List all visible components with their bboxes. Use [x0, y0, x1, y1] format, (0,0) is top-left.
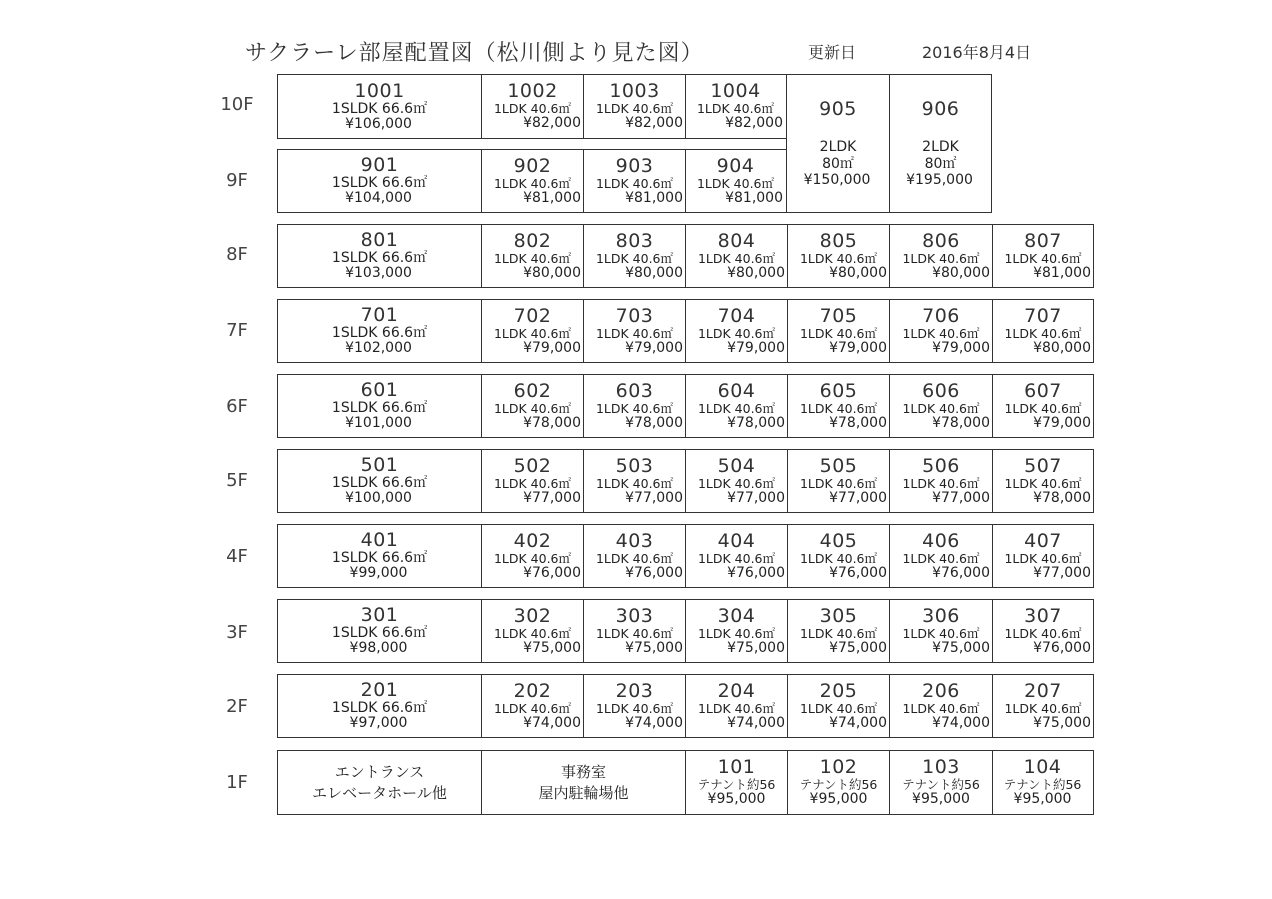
- room-rent: ¥195,000: [906, 171, 973, 188]
- room-type: 1LDK 40.6㎡: [595, 625, 674, 641]
- room-rent: ¥76,000: [932, 564, 990, 581]
- room-number: 102: [819, 756, 858, 779]
- entrance-area: [278, 751, 481, 814]
- room-number: 903: [615, 154, 654, 177]
- room-102[interactable]: [787, 751, 889, 814]
- room-type: 1SLDK 66.6㎡: [331, 475, 428, 492]
- room-rent: ¥99,000: [349, 565, 408, 582]
- floor-label-3f: 3F: [226, 622, 248, 643]
- room-number: 902: [513, 154, 552, 177]
- room-807[interactable]: [992, 225, 1093, 287]
- room-304[interactable]: [685, 600, 787, 662]
- room-704[interactable]: [685, 300, 787, 362]
- room-area: 80㎡: [822, 156, 854, 173]
- room-403[interactable]: [583, 525, 685, 587]
- room-number: 303: [615, 604, 654, 627]
- room-number: 702: [513, 304, 552, 327]
- room-203[interactable]: [583, 675, 685, 737]
- room-1002[interactable]: [481, 75, 583, 138]
- room-number: 305: [819, 604, 858, 627]
- room-204[interactable]: [685, 675, 787, 737]
- room-101[interactable]: [685, 751, 787, 814]
- room-type: 1LDK 40.6㎡: [1004, 325, 1082, 341]
- room-307[interactable]: [992, 600, 1093, 662]
- room-type: 1LDK 40.6㎡: [799, 400, 878, 416]
- room-rent: ¥80,000: [829, 264, 887, 281]
- room-301[interactable]: [278, 600, 481, 662]
- office-label: 事務室: [560, 763, 606, 782]
- room-rent: ¥77,000: [727, 489, 785, 506]
- room-number: 905: [819, 97, 857, 120]
- room-207[interactable]: [992, 675, 1093, 737]
- room-number: 605: [819, 379, 858, 402]
- room-number: 801: [360, 229, 399, 252]
- room-rent: ¥78,000: [1033, 489, 1091, 506]
- room-number: 104: [1023, 756, 1062, 779]
- room-number: 503: [615, 454, 654, 477]
- room-type: 1LDK 40.6㎡: [595, 550, 674, 566]
- room-rent: ¥77,000: [523, 489, 581, 506]
- room-number: 402: [513, 529, 552, 552]
- page-title: サクラーレ部屋配置図（松川側より見た図）: [245, 41, 704, 66]
- room-number: 803: [615, 229, 654, 252]
- room-705[interactable]: [787, 300, 889, 362]
- room-506[interactable]: [889, 450, 992, 512]
- room-number: 205: [819, 679, 858, 702]
- room-number: 406: [922, 529, 960, 552]
- room-rent: ¥82,000: [523, 115, 581, 132]
- room-area: 80㎡: [924, 156, 957, 173]
- room-number: 805: [819, 229, 858, 252]
- room-rent: ¥75,000: [727, 639, 785, 656]
- room-type: 1LDK 40.6㎡: [493, 175, 572, 191]
- room-607[interactable]: [992, 375, 1093, 437]
- room-rent: ¥76,000: [727, 564, 785, 581]
- room-number: 1004: [710, 80, 761, 103]
- room-405[interactable]: [787, 525, 889, 587]
- room-504[interactable]: [685, 450, 787, 512]
- room-type: 1LDK 40.6㎡: [493, 700, 572, 716]
- floor-6f-row: [277, 374, 1094, 438]
- floor-2f-row: [277, 674, 1094, 738]
- room-type: 1SLDK 66.6㎡: [331, 175, 428, 192]
- room-104[interactable]: [992, 751, 1092, 814]
- room-type: 1LDK 40.6㎡: [799, 550, 878, 566]
- room-rent: ¥77,000: [1033, 564, 1091, 581]
- room-number: 706: [922, 304, 960, 327]
- room-type: テナント約56: [902, 777, 980, 793]
- floor-label-7f: 7F: [226, 320, 248, 341]
- room-number: 804: [717, 229, 756, 252]
- room-rent: ¥76,000: [625, 564, 683, 581]
- floor-8f-row: [277, 224, 1094, 288]
- room-206[interactable]: [889, 675, 992, 737]
- room-806[interactable]: [889, 225, 992, 287]
- room-906[interactable]: [889, 75, 991, 212]
- entrance-label: エントランス: [334, 763, 425, 782]
- room-type: 1LDK 40.6㎡: [595, 700, 674, 716]
- room-type: 1LDK 40.6㎡: [902, 625, 980, 641]
- room-rent: ¥101,000: [345, 415, 412, 432]
- room-number: 1001: [354, 79, 405, 102]
- room-number: 403: [615, 529, 654, 552]
- room-601[interactable]: [278, 375, 481, 437]
- room-rent: ¥95,000: [912, 791, 970, 808]
- room-rent: ¥79,000: [523, 339, 581, 356]
- room-type: 1LDK 40.6㎡: [902, 475, 980, 491]
- room-303[interactable]: [583, 600, 685, 662]
- room-number: 705: [819, 304, 858, 327]
- room-rent: ¥81,000: [625, 189, 683, 206]
- room-rent: ¥95,000: [1013, 791, 1072, 808]
- room-rent: ¥80,000: [932, 264, 990, 281]
- room-number: 101: [717, 756, 756, 779]
- floor-label-9f: 9F: [226, 170, 248, 191]
- room-rent: ¥98,000: [349, 640, 408, 657]
- room-type: 1LDK 40.6㎡: [493, 400, 572, 416]
- room-rent: ¥150,000: [803, 171, 871, 188]
- room-rent: ¥78,000: [829, 414, 887, 431]
- room-number: 904: [716, 154, 755, 177]
- room-number: 604: [717, 379, 756, 402]
- room-number: 206: [922, 679, 960, 702]
- room-306[interactable]: [889, 600, 992, 662]
- room-number: 701: [360, 304, 399, 327]
- room-rent: ¥75,000: [625, 639, 683, 656]
- room-rent: ¥74,000: [932, 714, 990, 731]
- room-901[interactable]: [278, 150, 481, 212]
- room-type: テナント約56: [1003, 777, 1082, 793]
- room-702[interactable]: [481, 300, 583, 362]
- room-number: 703: [615, 304, 654, 327]
- room-505[interactable]: [787, 450, 889, 512]
- room-type: 1LDK 40.6㎡: [696, 101, 775, 117]
- room-number: 707: [1024, 304, 1062, 327]
- room-type: テナント約56: [799, 777, 878, 793]
- room-number: 207: [1024, 679, 1062, 702]
- room-number: 504: [717, 454, 756, 477]
- room-rent: ¥106,000: [345, 115, 412, 132]
- room-type: 1LDK 40.6㎡: [697, 400, 776, 416]
- floor-label-5f: 5F: [226, 470, 248, 491]
- room-number: 1002: [507, 80, 558, 103]
- maisonette-block: [786, 74, 992, 213]
- room-rent: ¥78,000: [727, 414, 785, 431]
- room-rent: ¥80,000: [727, 264, 785, 281]
- room-903[interactable]: [583, 150, 685, 212]
- room-rent: ¥80,000: [1033, 339, 1091, 356]
- floor-label-1f: 1F: [226, 772, 248, 793]
- room-type: 1LDK 40.6㎡: [493, 475, 572, 491]
- room-602[interactable]: [481, 375, 583, 437]
- room-501[interactable]: [278, 450, 481, 512]
- floor-9f-row: [277, 149, 787, 213]
- room-type: 1SLDK 66.6㎡: [331, 550, 428, 567]
- room-404[interactable]: [685, 525, 787, 587]
- room-type: 1LDK 40.6㎡: [493, 625, 572, 641]
- room-507[interactable]: [992, 450, 1093, 512]
- room-number: 606: [922, 379, 960, 402]
- room-number: 306: [922, 604, 960, 627]
- room-605[interactable]: [787, 375, 889, 437]
- room-number: 405: [819, 529, 858, 552]
- room-rent: ¥78,000: [625, 414, 683, 431]
- room-rent: ¥75,000: [932, 639, 990, 656]
- room-type: 1LDK 40.6㎡: [595, 400, 674, 416]
- room-type: 1LDK 40.6㎡: [697, 700, 776, 716]
- room-type: 1LDK 40.6㎡: [1004, 250, 1082, 266]
- floor-3f-row: [277, 599, 1094, 663]
- room-406[interactable]: [889, 525, 992, 587]
- floor-1f-row: [277, 750, 1094, 815]
- room-rent: ¥80,000: [523, 264, 581, 281]
- room-402[interactable]: [481, 525, 583, 587]
- room-type: 1LDK 40.6㎡: [799, 325, 878, 341]
- updated-label: 更新日: [808, 43, 857, 62]
- room-number: 407: [1024, 529, 1062, 552]
- floor-label-6f: 6F: [226, 396, 248, 417]
- room-type: 1LDK 40.6㎡: [902, 250, 980, 266]
- room-205[interactable]: [787, 675, 889, 737]
- room-902[interactable]: [481, 150, 583, 212]
- room-type: 1LDK 40.6㎡: [697, 325, 776, 341]
- room-rent: ¥97,000: [349, 715, 408, 732]
- room-number: 501: [360, 454, 399, 477]
- room-type: テナント約56: [697, 777, 776, 793]
- room-rent: ¥82,000: [625, 115, 683, 132]
- room-type: 1LDK 40.6㎡: [1004, 400, 1082, 416]
- room-type: 1LDK 40.6㎡: [1004, 475, 1082, 491]
- room-201[interactable]: [278, 675, 481, 737]
- room-rent: ¥79,000: [625, 339, 683, 356]
- room-number: 304: [717, 604, 756, 627]
- room-number: 607: [1024, 379, 1062, 402]
- room-805[interactable]: [787, 225, 889, 287]
- room-type: 2LDK: [819, 138, 857, 155]
- room-type: 1LDK 40.6㎡: [799, 250, 878, 266]
- room-number: 401: [360, 529, 399, 552]
- room-type: 1LDK 40.6㎡: [595, 175, 674, 191]
- room-type: 1LDK 40.6㎡: [697, 475, 776, 491]
- room-number: 201: [360, 679, 399, 702]
- room-rent: ¥77,000: [932, 489, 990, 506]
- room-rent: ¥77,000: [829, 489, 887, 506]
- room-number: 202: [513, 679, 552, 702]
- room-rent: ¥80,000: [625, 264, 683, 281]
- room-rent: ¥74,000: [829, 714, 887, 731]
- room-rent: ¥82,000: [725, 115, 783, 132]
- room-rent: ¥79,000: [727, 339, 785, 356]
- room-number: 802: [513, 229, 552, 252]
- room-rent: ¥79,000: [932, 339, 990, 356]
- room-type: 1LDK 40.6㎡: [902, 325, 980, 341]
- room-type: 1LDK 40.6㎡: [595, 101, 674, 117]
- room-905[interactable]: [787, 75, 889, 212]
- room-number: 1003: [609, 80, 660, 103]
- room-801[interactable]: [278, 225, 481, 287]
- room-rent: ¥77,000: [625, 489, 683, 506]
- elevator-hall-label: エレベータホール他: [312, 783, 447, 802]
- room-number: 906: [921, 97, 960, 120]
- room-type: 1SLDK 66.6㎡: [331, 625, 428, 642]
- room-rent: ¥100,000: [345, 490, 412, 507]
- room-type: 1LDK 40.6㎡: [493, 550, 572, 566]
- room-number: 203: [615, 679, 654, 702]
- room-number: 806: [922, 229, 960, 252]
- room-707[interactable]: [992, 300, 1093, 362]
- room-rent: ¥79,000: [829, 339, 887, 356]
- room-rent: ¥74,000: [727, 714, 785, 731]
- room-rent: ¥74,000: [625, 714, 683, 731]
- room-type: 1LDK 40.6㎡: [493, 101, 572, 117]
- room-804[interactable]: [685, 225, 787, 287]
- room-type: 1LDK 40.6㎡: [799, 475, 878, 491]
- room-type: 1LDK 40.6㎡: [493, 250, 572, 266]
- room-type: 1LDK 40.6㎡: [902, 550, 980, 566]
- room-type: 1LDK 40.6㎡: [1004, 625, 1082, 641]
- room-802[interactable]: [481, 225, 583, 287]
- room-rent: ¥74,000: [523, 714, 581, 731]
- room-rent: ¥81,000: [1033, 264, 1091, 281]
- room-number: 807: [1024, 229, 1062, 252]
- room-rent: ¥104,000: [345, 190, 412, 207]
- floor-7f-row: [277, 299, 1094, 363]
- room-type: 1LDK 40.6㎡: [799, 625, 878, 641]
- floor-label-2f: 2F: [226, 696, 248, 717]
- room-number: 307: [1024, 604, 1062, 627]
- room-type: 1SLDK 66.6㎡: [331, 400, 428, 417]
- floor-5f-row: [277, 449, 1094, 513]
- room-202[interactable]: [481, 675, 583, 737]
- room-type: 1LDK 40.6㎡: [697, 625, 776, 641]
- room-type: 2LDK: [922, 138, 959, 155]
- room-401[interactable]: [278, 525, 481, 587]
- room-type: 1SLDK 66.6㎡: [331, 325, 428, 342]
- room-rent: ¥95,000: [809, 791, 868, 808]
- floor-label-4f: 4F: [226, 546, 248, 567]
- room-number: 502: [513, 454, 552, 477]
- room-rent: ¥75,000: [523, 639, 581, 656]
- room-rent: ¥75,000: [829, 639, 887, 656]
- room-rent: ¥102,000: [345, 340, 412, 357]
- room-703[interactable]: [583, 300, 685, 362]
- room-rent: ¥78,000: [523, 414, 581, 431]
- room-1003[interactable]: [583, 75, 685, 138]
- floor-label-8f: 8F: [226, 244, 248, 265]
- room-type: 1LDK 40.6㎡: [696, 175, 775, 191]
- room-rent: ¥95,000: [707, 791, 766, 808]
- floor-10f-row: [277, 74, 787, 139]
- room-1004[interactable]: [685, 75, 785, 138]
- floor-label-10f: 10F: [220, 94, 254, 115]
- room-rent: ¥81,000: [523, 189, 581, 206]
- room-rent: ¥103,000: [345, 265, 412, 282]
- room-number: 301: [360, 604, 399, 627]
- room-type: 1LDK 40.6㎡: [595, 475, 674, 491]
- room-type: 1LDK 40.6㎡: [902, 400, 980, 416]
- room-number: 602: [513, 379, 552, 402]
- room-number: 302: [513, 604, 552, 627]
- room-number: 601: [360, 379, 399, 402]
- room-type: 1LDK 40.6㎡: [902, 700, 980, 716]
- room-103[interactable]: [889, 751, 992, 814]
- room-rent: ¥81,000: [725, 189, 783, 206]
- room-number: 704: [717, 304, 756, 327]
- room-502[interactable]: [481, 450, 583, 512]
- room-type: 1LDK 40.6㎡: [697, 250, 776, 266]
- room-type: 1LDK 40.6㎡: [799, 700, 878, 716]
- room-number: 204: [717, 679, 756, 702]
- room-rent: ¥79,000: [1033, 414, 1091, 431]
- room-603[interactable]: [583, 375, 685, 437]
- room-904[interactable]: [685, 150, 785, 212]
- room-type: 1SLDK 66.6㎡: [331, 100, 428, 117]
- room-number: 505: [819, 454, 858, 477]
- room-606[interactable]: [889, 375, 992, 437]
- room-number: 506: [922, 454, 960, 477]
- floor-4f-row: [277, 524, 1094, 588]
- bicycle-parking-label: 屋内駐輪場他: [538, 783, 629, 802]
- room-407[interactable]: [992, 525, 1093, 587]
- room-number: 103: [922, 756, 960, 779]
- room-rent: ¥76,000: [829, 564, 887, 581]
- room-1001[interactable]: [278, 75, 481, 138]
- room-type: 1LDK 40.6㎡: [697, 550, 776, 566]
- room-706[interactable]: [889, 300, 992, 362]
- room-302[interactable]: [481, 600, 583, 662]
- room-number: 404: [717, 529, 756, 552]
- room-503[interactable]: [583, 450, 685, 512]
- room-rent: ¥75,000: [1033, 714, 1091, 731]
- room-rent: ¥76,000: [1033, 639, 1091, 656]
- room-number: 901: [360, 154, 399, 177]
- room-type: 1LDK 40.6㎡: [595, 250, 674, 266]
- room-803[interactable]: [583, 225, 685, 287]
- room-type: 1LDK 40.6㎡: [1004, 550, 1082, 566]
- room-604[interactable]: [685, 375, 787, 437]
- room-type: 1LDK 40.6㎡: [595, 325, 674, 341]
- room-305[interactable]: [787, 600, 889, 662]
- room-type: 1LDK 40.6㎡: [493, 325, 572, 341]
- office-area: [481, 751, 685, 814]
- room-rent: ¥78,000: [932, 414, 990, 431]
- updated-date: 2016年8月4日: [922, 43, 1032, 62]
- room-type: 1SLDK 66.6㎡: [331, 250, 428, 267]
- room-number: 507: [1024, 454, 1062, 477]
- room-type: 1SLDK 66.6㎡: [331, 700, 428, 717]
- room-number: 603: [615, 379, 654, 402]
- room-rent: ¥76,000: [523, 564, 581, 581]
- room-type: 1LDK 40.6㎡: [1004, 700, 1082, 716]
- room-701[interactable]: [278, 300, 481, 362]
